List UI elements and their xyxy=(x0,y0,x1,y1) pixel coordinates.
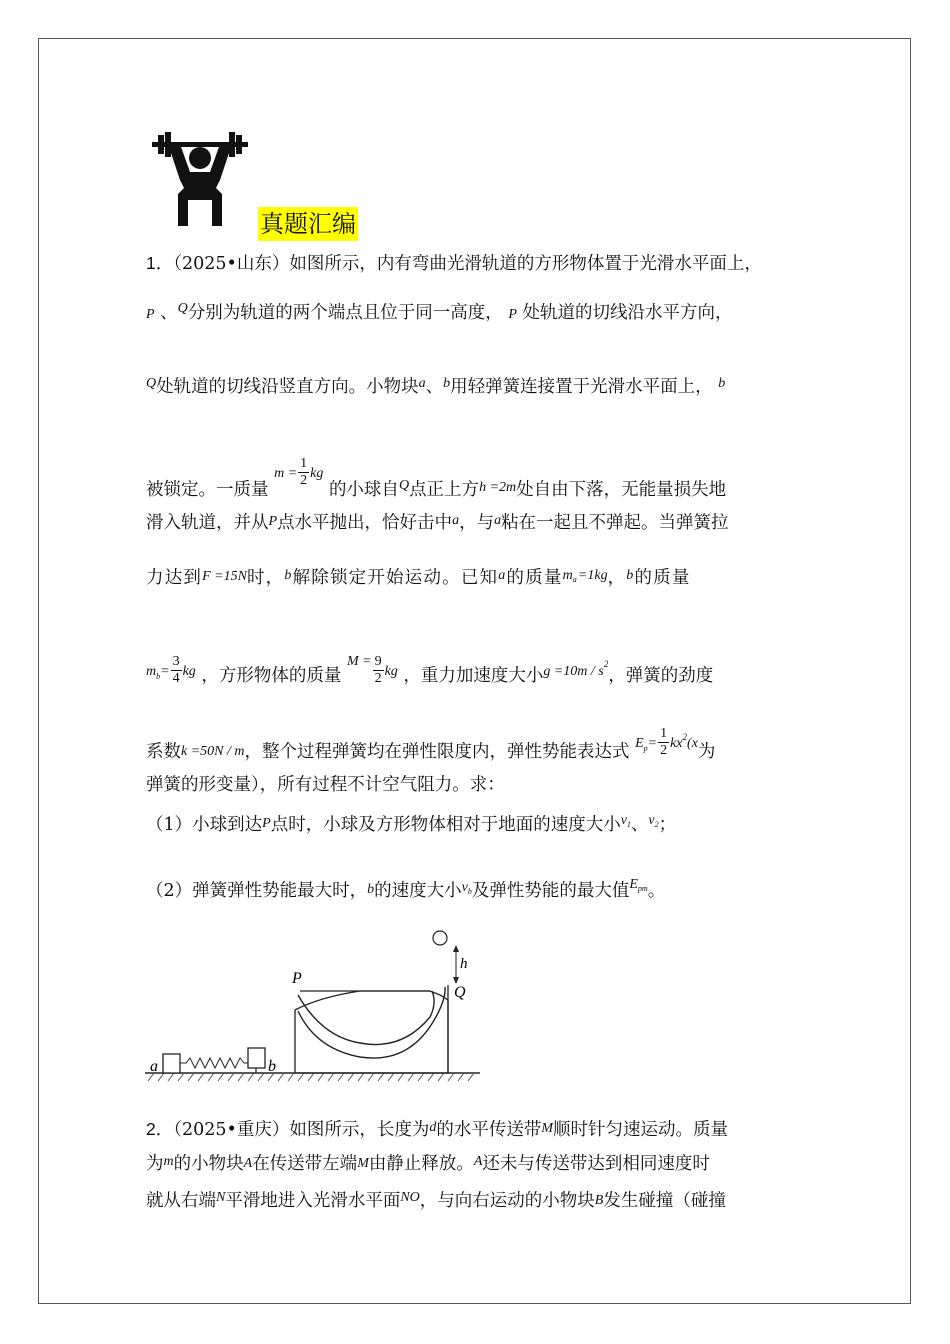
q2-line-3: 就从右端$^N$平滑地进入光滑水平面$^{NO}$，与向右运动的小物块B发生碰撞（碰撞 xyxy=(146,1190,726,1211)
q1-line-9: 弹簧的形变量），所有过程不计空气阻力。求： xyxy=(146,775,505,795)
q2-line-2: 为$^m$的小物块A在传送带左端M由静止释放。$^A$还未与传送带达到相同速度时 xyxy=(146,1154,710,1174)
q1-line-5: 滑入轨道，并从P点水平抛出，恰好击中$^a$，与$^a$粘在一起且不弹起。当弹簧拉 xyxy=(146,513,729,533)
q1-line-1: 1．（2025•山东）如图所示，内有弯曲光滑轨道的方形物体置于光滑水平面上， xyxy=(146,253,762,274)
label-P: P xyxy=(292,970,302,987)
track-figure xyxy=(140,925,485,1085)
q1-line-3: $^Q$处轨道的切线沿竖直方向。小物块$^a$、$^b$用轻弹簧连接置于光滑水平面上， $^b$ xyxy=(146,376,726,397)
fraction-mb: $\frac{3}{4}$ xyxy=(172,654,180,686)
q1-part-2: （2）弹簧弹性势能最大时，b的速度大小$^v$b及弹性势能的最大值$^{Epm}$。 xyxy=(146,877,666,901)
label-a: a xyxy=(150,1058,158,1075)
q1-number: 1． xyxy=(146,253,174,273)
fraction-M: $\frac{9}{2}$ xyxy=(374,654,382,686)
q1-line-6: 力达到F =15N时，$^b$解除锁定开始运动。已知$^a$的质量$^ma^{=1kg}$，$^b$的质量 xyxy=(146,568,691,588)
label-b: b xyxy=(268,1058,276,1075)
q1-source: （2025•山东） xyxy=(173,254,290,274)
fraction-half: $\frac{1}{2}$ xyxy=(660,726,668,758)
q2-number: 2． xyxy=(146,1119,174,1139)
section-title: 真题汇编 xyxy=(258,207,358,241)
weightlifter-icon xyxy=(150,130,250,230)
fraction-m: $\frac{1}{2}$ xyxy=(300,456,308,488)
q2-line-1: 2．（2025•重庆）如图所示，长度为$^d$的水平传送带M顺时针匀速运动。质量 xyxy=(146,1119,729,1140)
label-h: h xyxy=(460,956,468,972)
q1-line-7: $^m$b= $\frac{3}{4}$ $^{kg}$ ，方形物体的质量 $^{M =}$ $\frac{9}{2}$ $^{kg}$ ，重力加速度大小$^{g =10m / s2}$，弹簧的劲度 xyxy=(146,654,714,686)
q1-part-1: （1）小球到达P点时，小球及方形物体相对于地面的速度大小$^v$1、$^v$2； xyxy=(146,813,677,835)
q1-line-2: P 、$^Q$分别为轨道的两个端点且位于同一高度， P 处轨道的切线沿水平方向， xyxy=(146,301,733,323)
q2-source: （2025•重庆） xyxy=(173,1120,290,1140)
label-Q: Q xyxy=(454,984,466,1001)
q1-line-4: 被锁定。一质量 $^{m =}$ $\frac{1}{2}$ $^{kg}$ 的小球自$^Q$点正上方$^{h =2m}$处自由下落，无能量损失地 xyxy=(146,456,727,500)
q1-line-8: 系数k =50N / m，整个过程弹簧均在弹性限度内，弹性势能表达式 $^{Ep=}$ $\frac{1}{2}$ $^{kx2(x}$为 xyxy=(146,726,716,762)
